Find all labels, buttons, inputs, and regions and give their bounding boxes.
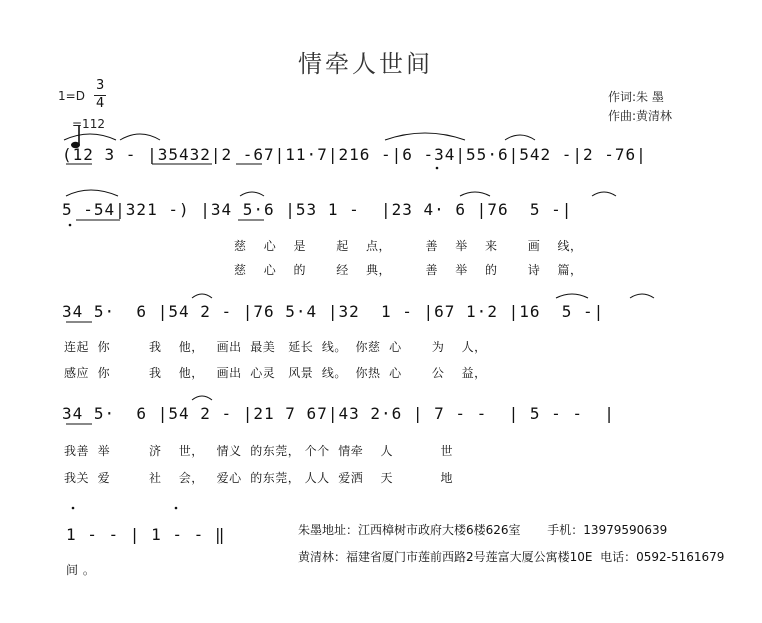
notation-row-2: 5 -54|321 -) |34 5·6 |53 1 - |23 4· 6 |76 5 -|	[62, 200, 573, 219]
octave-dot	[72, 507, 75, 510]
slur-mark	[192, 396, 212, 400]
slur-mark	[630, 294, 654, 298]
slur-mark	[460, 192, 490, 196]
slur-mark	[240, 192, 264, 196]
song-title: 情牵人世间	[298, 50, 433, 78]
time-signature-bottom: 4	[96, 96, 105, 111]
lyric-row-5: 间 。	[66, 563, 96, 577]
notation-row-3: 34 5· 6 |54 2 - |76 5·4 |32 1 - |67 1·2 |16 5 -|	[62, 302, 605, 321]
notation-row-5: 1 - - | 1 - - ‖	[66, 525, 226, 544]
contact-line-lyricist: 朱墨地址：江西樟树市政府大楼6楼626室 手机：13979590639	[298, 523, 668, 537]
notation-row-4: 34 5· 6 |54 2 - |21 7 67|43 2·6 | 7 - - | 5 - - |	[62, 404, 615, 423]
lyric-row-3-verse-2: 感应 你 我 他， 画出 心灵 风景 线。 你热 心 公 益，	[64, 366, 487, 380]
octave-dot	[69, 224, 72, 227]
lyric-row-2-verse-1: 慈 心 是 起 点， 善 举 来 画 线，	[234, 239, 583, 253]
lyric-row-2-verse-2: 慈 心 的 经 典， 善 举 的 诗 篇，	[234, 263, 583, 277]
lyric-row-4-verse-2: 我关 爱 社 会， 爱心 的东莞， 人人 爱洒 天 地	[64, 471, 453, 485]
slur-mark	[66, 190, 118, 196]
time-signature-top: 3	[96, 78, 105, 93]
octave-dot	[436, 167, 439, 170]
notation-row-1: (12 3 - |35432|2 -67|11·7|216 -|6 -34|55·6|542 -|2 -76|	[62, 145, 647, 164]
tempo-marking: =112	[72, 117, 105, 131]
key-signature: 1=D	[58, 89, 85, 103]
slur-mark	[385, 133, 465, 140]
slur-mark	[556, 294, 588, 298]
slur-mark	[120, 134, 160, 140]
slur-mark	[505, 135, 535, 140]
slur-mark	[192, 294, 212, 298]
lyric-row-4-verse-1: 我善 举 济 世， 情义 的东莞， 个个 情牵 人 世	[64, 444, 453, 458]
lyricist-credit: 作词:朱 墨	[608, 90, 664, 104]
slur-mark	[64, 134, 116, 140]
composer-credit: 作曲:黄清林	[608, 109, 673, 123]
lyric-row-3-verse-1: 连起 你 我 他， 画出 最美 延长 线。 你慈 心 为 人，	[64, 340, 487, 354]
contact-line-composer: 黄清林：福建省厦门市莲前西路2号莲富大厦公寓楼10E 电话：0592-5161679	[298, 550, 725, 564]
octave-dot	[175, 507, 178, 510]
slur-mark	[592, 192, 616, 196]
